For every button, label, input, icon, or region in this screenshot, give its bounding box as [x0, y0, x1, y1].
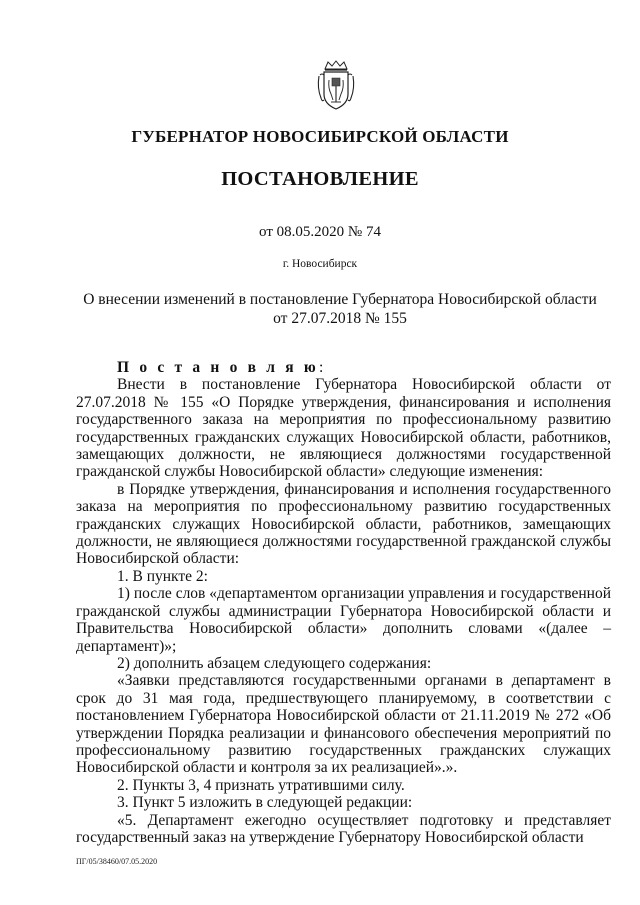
body-paragraph: 3. Пункт 5 изложить в следующей редакции:: [117, 794, 413, 812]
document-subject: [60, 290, 620, 328]
body-paragraph: «Заявки представляются государственными органами в департамент в срок до 31 мая года, предшествующего планируемому, в соответствии с постановлением Губернатора Новосибирской области от 21.11.2019 № 272 «Об утверждении Порядка реализации и финансового обеспечения мероприятий по профессиональному развитию государственных гражданских служащих Новосибирской области и контроля за их реализацией».».: [76, 672, 611, 777]
body-paragraph: 2) дополнить абзацем следующего содержания:: [117, 654, 432, 672]
subject-line: от 27.07.2018 № 155: [273, 310, 407, 327]
body-paragraph: 1. В пункте 2:: [117, 567, 208, 585]
authority-title: ГУБЕРНАТОР НОВОСИБИРСКОЙ ОБЛАСТИ: [131, 127, 509, 146]
subject-line: О внесении изменений в постановление Губернатора Новосибирской области: [83, 291, 597, 308]
document-type: ПОСТАНОВЛЕНИЕ: [221, 168, 419, 190]
resolve-word: П о с т а н о в л я ю: [117, 359, 319, 376]
footer-code: ПГ/05/38460/07.05.2020: [76, 857, 158, 866]
document-date-number: от 08.05.2020 № 74: [259, 224, 381, 240]
document-city: г. Новосибирск: [282, 258, 358, 270]
document-body: [76, 359, 611, 846]
body-paragraph: «5. Департамент ежегодно осуществляет подготовку и представляет государственный заказ на утверждение Губернатору Новосибирской области: [76, 811, 611, 846]
body-paragraph: в Порядке утверждения, финансирования и исполнения государственного заказа на мероприятия по профессиональному развитию государственных гражданских служащих Новосибирской области, работников, замещающих должности, не являющиеся должностями государственной гражданской службы Новосибирской области:: [76, 480, 611, 568]
body-paragraph: Внести в постановление Губернатора Новосибирской области от 27.07.2018 № 155 «О Порядке утверждения, финансирования и исполнения государственного заказа на мероприятия по профессиональному развитию государственных гражданских служащих Новосибирской области, работников, замещающих должности, не являющиеся должностями государственной гражданской службы Новосибирской области» следующие изменения:: [76, 376, 611, 481]
body-paragraph: 2. Пункты 3, 4 признать утратившими силу.: [117, 776, 405, 794]
coat-of-arms-icon: [316, 60, 356, 112]
body-paragraph: 1) после слов «департаментом организации управления и государственной гражданской службы администрации Губернатора Новосибирской области и Правительства Новосибирской области» дополнить словами «(далее – департамент)»;: [76, 585, 611, 655]
resolve-heading: [76, 359, 611, 376]
resolve-colon: :: [318, 359, 324, 376]
